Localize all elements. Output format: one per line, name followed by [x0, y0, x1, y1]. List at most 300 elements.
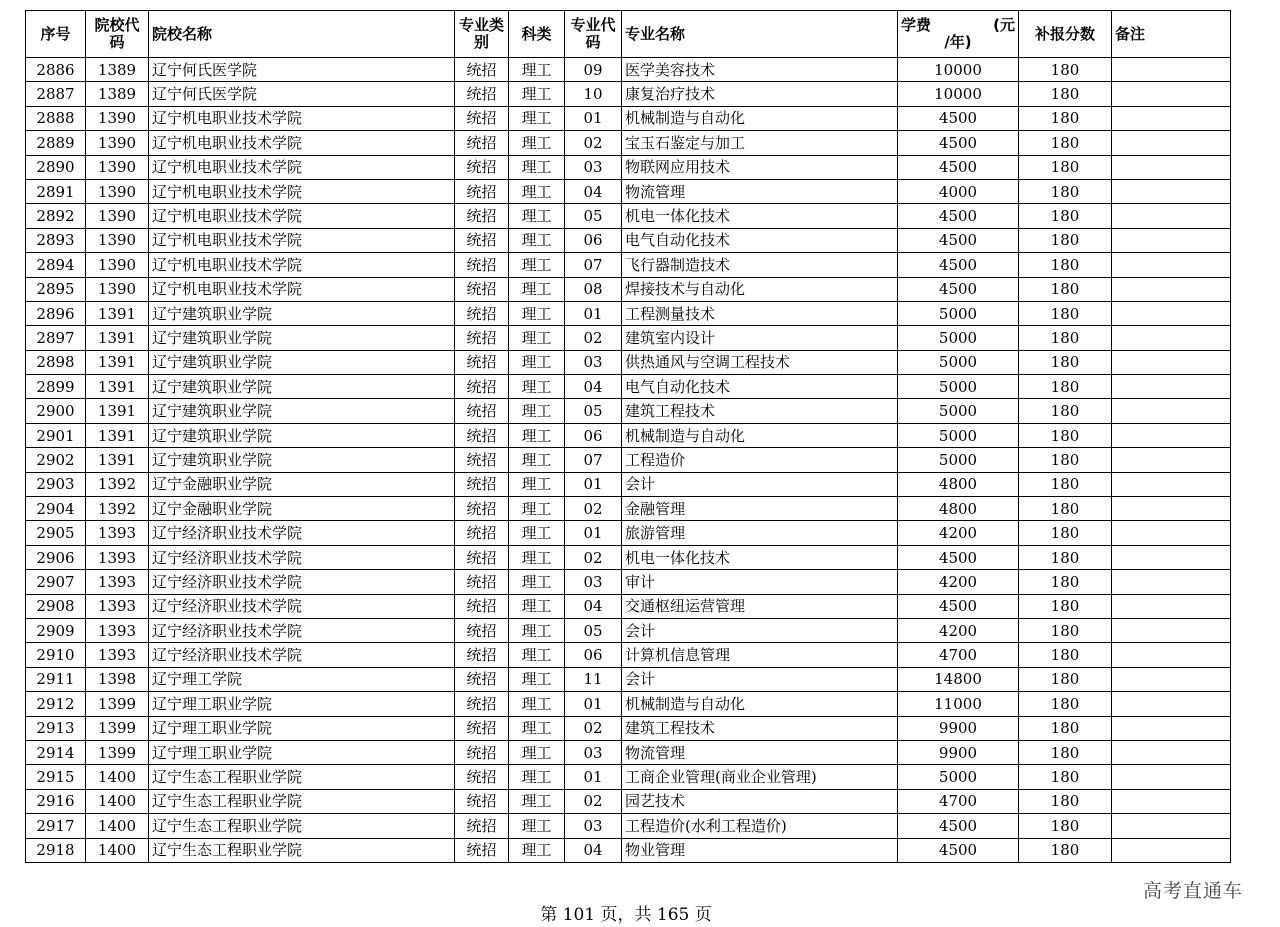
cell-note — [1112, 155, 1231, 179]
cell-major-type: 统招 — [455, 594, 509, 618]
cell-note — [1112, 301, 1231, 325]
table-row — [26, 375, 1231, 399]
header-school-name: 院校名称 — [149, 11, 455, 58]
cell-fee: 9900 — [898, 740, 1019, 764]
cell-note — [1112, 448, 1231, 472]
cell-school-name: 辽宁机电职业技术学院 — [149, 204, 455, 228]
cell-school-code: 1399 — [86, 716, 149, 740]
cell-school-code: 1399 — [86, 692, 149, 716]
cell-major-code: 02 — [565, 131, 622, 155]
cell-note — [1112, 277, 1231, 301]
cell-school-name: 辽宁机电职业技术学院 — [149, 253, 455, 277]
cell-school-name: 辽宁建筑职业学院 — [149, 301, 455, 325]
cell-note — [1112, 594, 1231, 618]
cell-note — [1112, 497, 1231, 521]
cell-seq: 2900 — [26, 399, 86, 423]
cell-major-type: 统招 — [455, 740, 509, 764]
cell-major-code: 04 — [565, 179, 622, 203]
cell-major-code: 02 — [565, 716, 622, 740]
cell-subject: 理工 — [509, 594, 565, 618]
header-fee — [898, 11, 1019, 58]
cell-seq: 2891 — [26, 179, 86, 203]
cell-fee: 4500 — [898, 277, 1019, 301]
cell-seq: 2907 — [26, 570, 86, 594]
table-row — [26, 350, 1231, 374]
cell-seq: 2902 — [26, 448, 86, 472]
header-note: 备注 — [1112, 11, 1231, 58]
cell-score: 180 — [1019, 106, 1112, 130]
cell-fee: 5000 — [898, 423, 1019, 447]
cell-major-name: 电气自动化技术 — [622, 375, 898, 399]
cell-school-code: 1389 — [86, 82, 149, 106]
cell-fee: 4800 — [898, 472, 1019, 496]
cell-seq: 2913 — [26, 716, 86, 740]
cell-seq: 2893 — [26, 228, 86, 252]
cell-fee: 4800 — [898, 497, 1019, 521]
cell-school-name: 辽宁建筑职业学院 — [149, 423, 455, 447]
cell-score: 180 — [1019, 497, 1112, 521]
cell-major-name: 物流管理 — [622, 740, 898, 764]
table-row — [26, 594, 1231, 618]
cell-school-name: 辽宁理工职业学院 — [149, 716, 455, 740]
cell-school-name: 辽宁经济职业技术学院 — [149, 643, 455, 667]
cell-major-type: 统招 — [455, 82, 509, 106]
cell-seq: 2906 — [26, 545, 86, 569]
cell-seq: 2903 — [26, 472, 86, 496]
cell-major-name: 医学美容技术 — [622, 58, 898, 82]
cell-note — [1112, 643, 1231, 667]
cell-subject: 理工 — [509, 570, 565, 594]
table-row — [26, 253, 1231, 277]
cell-score: 180 — [1019, 789, 1112, 813]
cell-seq: 2898 — [26, 350, 86, 374]
cell-major-code: 02 — [565, 545, 622, 569]
cell-major-name: 计算机信息管理 — [622, 643, 898, 667]
cell-subject: 理工 — [509, 155, 565, 179]
table-row — [26, 472, 1231, 496]
cell-school-name: 辽宁机电职业技术学院 — [149, 228, 455, 252]
cell-major-code: 03 — [565, 740, 622, 764]
table-row — [26, 765, 1231, 789]
cell-school-code: 1391 — [86, 350, 149, 374]
cell-school-code: 1399 — [86, 740, 149, 764]
cell-score: 180 — [1019, 521, 1112, 545]
table-header — [26, 11, 1231, 58]
cell-school-name: 辽宁金融职业学院 — [149, 472, 455, 496]
cell-subject: 理工 — [509, 106, 565, 130]
cell-subject: 理工 — [509, 399, 565, 423]
cell-school-name: 辽宁机电职业技术学院 — [149, 131, 455, 155]
cell-major-code: 01 — [565, 106, 622, 130]
cell-major-type: 统招 — [455, 814, 509, 838]
cell-seq: 2912 — [26, 692, 86, 716]
cell-note — [1112, 521, 1231, 545]
cell-seq: 2915 — [26, 765, 86, 789]
cell-major-name: 物业管理 — [622, 838, 898, 862]
cell-major-name: 机械制造与自动化 — [622, 106, 898, 130]
cell-score: 180 — [1019, 545, 1112, 569]
header-school-code: 院校代码 — [86, 11, 149, 58]
cell-school-code: 1390 — [86, 106, 149, 130]
cell-school-name: 辽宁建筑职业学院 — [149, 375, 455, 399]
cell-school-name: 辽宁经济职业技术学院 — [149, 618, 455, 642]
cell-fee: 4500 — [898, 814, 1019, 838]
cell-note — [1112, 740, 1231, 764]
cell-major-type: 统招 — [455, 155, 509, 179]
cell-school-code: 1391 — [86, 399, 149, 423]
cell-major-code: 05 — [565, 204, 622, 228]
cell-major-type: 统招 — [455, 131, 509, 155]
table-row — [26, 179, 1231, 203]
cell-major-name: 会计 — [622, 472, 898, 496]
cell-note — [1112, 399, 1231, 423]
table-row — [26, 228, 1231, 252]
cell-note — [1112, 82, 1231, 106]
table-row — [26, 82, 1231, 106]
cell-subject: 理工 — [509, 58, 565, 82]
cell-fee: 4200 — [898, 521, 1019, 545]
cell-major-type: 统招 — [455, 667, 509, 691]
cell-subject: 理工 — [509, 521, 565, 545]
header-major-type: 专业类别 — [455, 11, 509, 58]
cell-major-type: 统招 — [455, 472, 509, 496]
table-row — [26, 106, 1231, 130]
cell-major-type: 统招 — [455, 204, 509, 228]
cell-note — [1112, 472, 1231, 496]
cell-school-name: 辽宁机电职业技术学院 — [149, 155, 455, 179]
cell-major-name: 旅游管理 — [622, 521, 898, 545]
cell-note — [1112, 106, 1231, 130]
table-row — [26, 618, 1231, 642]
cell-subject: 理工 — [509, 838, 565, 862]
cell-seq: 2894 — [26, 253, 86, 277]
cell-score: 180 — [1019, 204, 1112, 228]
header-major-code: 专业代码 — [565, 11, 622, 58]
cell-major-name: 机电一体化技术 — [622, 545, 898, 569]
header-row — [26, 11, 1231, 58]
cell-score: 180 — [1019, 618, 1112, 642]
cell-seq: 2896 — [26, 301, 86, 325]
cell-seq: 2909 — [26, 618, 86, 642]
table-row — [26, 448, 1231, 472]
cell-subject: 理工 — [509, 301, 565, 325]
admissions-table — [25, 10, 1231, 863]
cell-school-code: 1390 — [86, 253, 149, 277]
cell-school-code: 1391 — [86, 326, 149, 350]
cell-school-name: 辽宁机电职业技术学院 — [149, 106, 455, 130]
table-row — [26, 789, 1231, 813]
cell-major-name: 物联网应用技术 — [622, 155, 898, 179]
cell-major-name: 会计 — [622, 667, 898, 691]
cell-major-code: 02 — [565, 326, 622, 350]
cell-major-name: 工商企业管理(商业企业管理) — [622, 765, 898, 789]
cell-subject: 理工 — [509, 716, 565, 740]
cell-seq: 2905 — [26, 521, 86, 545]
cell-note — [1112, 204, 1231, 228]
cell-subject: 理工 — [509, 350, 565, 374]
cell-fee: 5000 — [898, 326, 1019, 350]
cell-major-code: 07 — [565, 253, 622, 277]
cell-score: 180 — [1019, 277, 1112, 301]
header-fee-unit-b: /年) — [944, 33, 972, 51]
cell-school-name: 辽宁建筑职业学院 — [149, 326, 455, 350]
cell-major-code: 05 — [565, 399, 622, 423]
cell-major-name: 物流管理 — [622, 179, 898, 203]
cell-major-type: 统招 — [455, 301, 509, 325]
cell-major-name: 审计 — [622, 570, 898, 594]
cell-school-name: 辽宁建筑职业学院 — [149, 399, 455, 423]
cell-school-code: 1400 — [86, 814, 149, 838]
cell-score: 180 — [1019, 131, 1112, 155]
cell-score: 180 — [1019, 643, 1112, 667]
cell-score: 180 — [1019, 814, 1112, 838]
cell-major-name: 建筑工程技术 — [622, 399, 898, 423]
cell-school-code: 1398 — [86, 667, 149, 691]
cell-major-type: 统招 — [455, 521, 509, 545]
cell-fee: 4500 — [898, 545, 1019, 569]
cell-major-name: 机械制造与自动化 — [622, 692, 898, 716]
cell-major-type: 统招 — [455, 58, 509, 82]
cell-major-code: 09 — [565, 58, 622, 82]
cell-seq: 2904 — [26, 497, 86, 521]
cell-score: 180 — [1019, 594, 1112, 618]
cell-major-name: 园艺技术 — [622, 789, 898, 813]
cell-major-name: 工程造价 — [622, 448, 898, 472]
cell-school-code: 1400 — [86, 789, 149, 813]
cell-score: 180 — [1019, 155, 1112, 179]
cell-school-name: 辽宁经济职业技术学院 — [149, 570, 455, 594]
cell-score: 180 — [1019, 570, 1112, 594]
table-row — [26, 814, 1231, 838]
cell-school-name: 辽宁机电职业技术学院 — [149, 179, 455, 203]
cell-fee: 4500 — [898, 131, 1019, 155]
cell-major-type: 统招 — [455, 838, 509, 862]
cell-note — [1112, 375, 1231, 399]
cell-school-code: 1390 — [86, 277, 149, 301]
cell-major-name: 工程造价(水利工程造价) — [622, 814, 898, 838]
cell-school-name: 辽宁理工职业学院 — [149, 740, 455, 764]
cell-major-name: 机电一体化技术 — [622, 204, 898, 228]
cell-seq: 2911 — [26, 667, 86, 691]
cell-note — [1112, 667, 1231, 691]
cell-major-type: 统招 — [455, 497, 509, 521]
cell-note — [1112, 179, 1231, 203]
cell-major-name: 交通枢纽运营管理 — [622, 594, 898, 618]
table-row — [26, 497, 1231, 521]
cell-major-name: 宝玉石鉴定与加工 — [622, 131, 898, 155]
cell-major-name: 建筑工程技术 — [622, 716, 898, 740]
cell-score: 180 — [1019, 350, 1112, 374]
cell-fee: 5000 — [898, 375, 1019, 399]
cell-fee: 4500 — [898, 155, 1019, 179]
header-score: 补报分数 — [1019, 11, 1112, 58]
cell-major-type: 统招 — [455, 326, 509, 350]
cell-seq: 2895 — [26, 277, 86, 301]
cell-note — [1112, 716, 1231, 740]
cell-note — [1112, 570, 1231, 594]
cell-school-code: 1391 — [86, 448, 149, 472]
cell-school-name: 辽宁生态工程职业学院 — [149, 838, 455, 862]
table-row — [26, 399, 1231, 423]
cell-major-code: 01 — [565, 765, 622, 789]
cell-major-code: 01 — [565, 521, 622, 545]
cell-major-type: 统招 — [455, 643, 509, 667]
cell-score: 180 — [1019, 399, 1112, 423]
watermark-text: 高考直通车 — [1143, 880, 1244, 902]
cell-subject: 理工 — [509, 789, 565, 813]
table-row — [26, 423, 1231, 447]
cell-fee: 14800 — [898, 667, 1019, 691]
cell-major-code: 06 — [565, 643, 622, 667]
cell-subject: 理工 — [509, 228, 565, 252]
cell-school-code: 1393 — [86, 570, 149, 594]
cell-major-name: 金融管理 — [622, 497, 898, 521]
table-row — [26, 58, 1231, 82]
header-major-name: 专业名称 — [622, 11, 898, 58]
cell-seq: 2918 — [26, 838, 86, 862]
cell-note — [1112, 350, 1231, 374]
cell-score: 180 — [1019, 667, 1112, 691]
cell-seq: 2908 — [26, 594, 86, 618]
cell-major-type: 统招 — [455, 692, 509, 716]
page-number: 第 101 页，共 165 页 — [540, 905, 712, 925]
cell-school-code: 1390 — [86, 204, 149, 228]
cell-major-name: 供热通风与空调工程技术 — [622, 350, 898, 374]
table-row — [26, 131, 1231, 155]
cell-seq: 2901 — [26, 423, 86, 447]
cell-major-code: 07 — [565, 448, 622, 472]
cell-school-code: 1393 — [86, 643, 149, 667]
cell-fee: 4200 — [898, 570, 1019, 594]
cell-school-name: 辽宁何氏医学院 — [149, 82, 455, 106]
cell-major-code: 06 — [565, 228, 622, 252]
cell-subject: 理工 — [509, 82, 565, 106]
cell-seq: 2897 — [26, 326, 86, 350]
cell-subject: 理工 — [509, 326, 565, 350]
cell-score: 180 — [1019, 82, 1112, 106]
cell-subject: 理工 — [509, 253, 565, 277]
cell-subject: 理工 — [509, 423, 565, 447]
cell-major-code: 04 — [565, 375, 622, 399]
cell-fee: 4500 — [898, 838, 1019, 862]
cell-score: 180 — [1019, 375, 1112, 399]
cell-score: 180 — [1019, 423, 1112, 447]
cell-seq: 2890 — [26, 155, 86, 179]
cell-seq: 2892 — [26, 204, 86, 228]
cell-score: 180 — [1019, 838, 1112, 862]
cell-major-type: 统招 — [455, 423, 509, 447]
cell-fee: 4500 — [898, 106, 1019, 130]
cell-school-name: 辽宁建筑职业学院 — [149, 448, 455, 472]
cell-school-code: 1389 — [86, 58, 149, 82]
cell-note — [1112, 838, 1231, 862]
cell-major-name: 焊接技术与自动化 — [622, 277, 898, 301]
header-subject: 科类 — [509, 11, 565, 58]
cell-major-name: 会计 — [622, 618, 898, 642]
cell-subject: 理工 — [509, 545, 565, 569]
cell-major-code: 04 — [565, 594, 622, 618]
cell-subject: 理工 — [509, 765, 565, 789]
table-row — [26, 740, 1231, 764]
cell-major-code: 01 — [565, 692, 622, 716]
cell-school-code: 1393 — [86, 618, 149, 642]
cell-major-type: 统招 — [455, 716, 509, 740]
cell-subject: 理工 — [509, 204, 565, 228]
cell-fee: 11000 — [898, 692, 1019, 716]
cell-school-code: 1391 — [86, 375, 149, 399]
cell-fee: 4500 — [898, 228, 1019, 252]
header-fee-unit-a: (元 — [993, 16, 1015, 34]
cell-fee: 4700 — [898, 643, 1019, 667]
cell-major-code: 01 — [565, 301, 622, 325]
cell-subject: 理工 — [509, 740, 565, 764]
cell-subject: 理工 — [509, 472, 565, 496]
cell-note — [1112, 58, 1231, 82]
cell-major-code: 10 — [565, 82, 622, 106]
cell-fee: 4500 — [898, 594, 1019, 618]
cell-major-code: 03 — [565, 814, 622, 838]
cell-subject: 理工 — [509, 667, 565, 691]
cell-note — [1112, 423, 1231, 447]
cell-note — [1112, 131, 1231, 155]
table-row — [26, 643, 1231, 667]
cell-note — [1112, 765, 1231, 789]
cell-major-type: 统招 — [455, 399, 509, 423]
cell-note — [1112, 228, 1231, 252]
cell-note — [1112, 545, 1231, 569]
cell-school-code: 1400 — [86, 765, 149, 789]
cell-score: 180 — [1019, 472, 1112, 496]
cell-school-code: 1391 — [86, 301, 149, 325]
table-row — [26, 326, 1231, 350]
cell-note — [1112, 618, 1231, 642]
cell-subject: 理工 — [509, 692, 565, 716]
cell-score: 180 — [1019, 179, 1112, 203]
cell-score: 180 — [1019, 301, 1112, 325]
table-body — [26, 58, 1231, 863]
cell-major-type: 统招 — [455, 618, 509, 642]
cell-subject: 理工 — [509, 497, 565, 521]
header-seq: 序号 — [26, 11, 86, 58]
cell-note — [1112, 692, 1231, 716]
cell-fee: 4200 — [898, 618, 1019, 642]
cell-subject: 理工 — [509, 277, 565, 301]
cell-school-code: 1390 — [86, 155, 149, 179]
cell-major-code: 04 — [565, 838, 622, 862]
cell-school-code: 1400 — [86, 838, 149, 862]
cell-major-code: 02 — [565, 789, 622, 813]
cell-score: 180 — [1019, 253, 1112, 277]
table-row — [26, 692, 1231, 716]
cell-score: 180 — [1019, 740, 1112, 764]
cell-subject: 理工 — [509, 131, 565, 155]
cell-school-name: 辽宁经济职业技术学院 — [149, 594, 455, 618]
cell-school-code: 1393 — [86, 545, 149, 569]
cell-school-code: 1392 — [86, 472, 149, 496]
cell-fee: 4500 — [898, 204, 1019, 228]
table-row — [26, 155, 1231, 179]
cell-seq: 2914 — [26, 740, 86, 764]
cell-fee: 5000 — [898, 350, 1019, 374]
table-row — [26, 667, 1231, 691]
cell-major-type: 统招 — [455, 570, 509, 594]
cell-seq: 2889 — [26, 131, 86, 155]
table-row — [26, 570, 1231, 594]
cell-major-type: 统招 — [455, 448, 509, 472]
cell-fee: 5000 — [898, 448, 1019, 472]
cell-seq: 2888 — [26, 106, 86, 130]
cell-school-name: 辽宁生态工程职业学院 — [149, 765, 455, 789]
